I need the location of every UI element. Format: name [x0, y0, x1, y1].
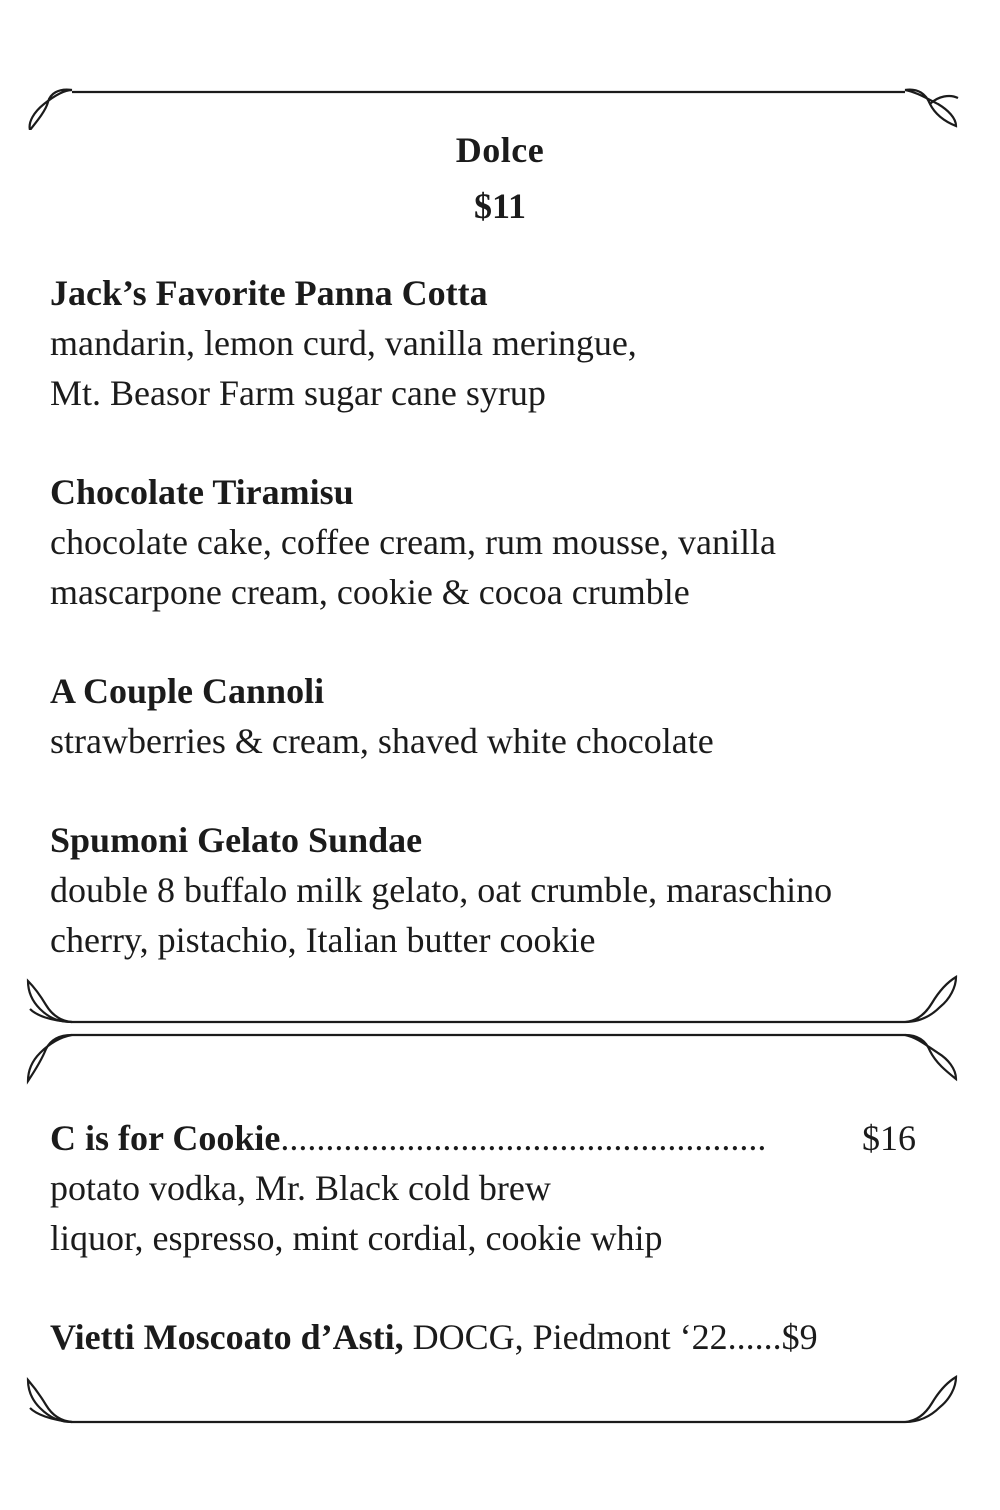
menu-item-description: strawberries & cream, shaved white chocolate — [50, 721, 714, 761]
menu-item-description: mascarpone cream, cookie & cocoa crumble — [50, 572, 690, 612]
section-title: Dolce — [455, 130, 545, 170]
cocktail-name: C is for Cookie — [50, 1118, 281, 1158]
wine-item — [50, 1312, 818, 1362]
cocktail-item — [50, 1113, 950, 1263]
cocktail-description: liquor, espresso, mint cordial, cookie whip — [50, 1218, 663, 1258]
wine-price: $9 — [781, 1317, 818, 1357]
menu-item-name: Chocolate Tiramisu — [50, 472, 354, 512]
menu-item-description: cherry, pistachio, Italian butter cookie — [50, 920, 596, 960]
menu-item-description: chocolate cake, coffee cream, rum mousse, vanilla — [50, 522, 776, 562]
menu-item-description: mandarin, lemon curd, vanilla meringue, — [50, 323, 637, 363]
wine-detail: DOCG, Piedmont ‘22 — [403, 1317, 728, 1357]
menu-item — [50, 815, 950, 965]
top-ornamental-rule — [0, 70, 1000, 130]
section-price: $11 — [473, 186, 526, 226]
menu-item-name: Spumoni Gelato Sundae — [50, 820, 423, 860]
section-header — [0, 128, 1000, 228]
menu-item-name: Jack’s Favorite Panna Cotta — [50, 273, 488, 313]
menu-item — [50, 268, 950, 418]
cocktail-description: potato vodka, Mr. Black cold brew — [50, 1168, 551, 1208]
bottom-ornamental-rule — [0, 1372, 1000, 1432]
cocktail-title-line — [50, 1113, 916, 1163]
cocktail-price: $16 — [862, 1118, 916, 1158]
middle-ornamental-divider — [0, 975, 1000, 1085]
menu-item-description: Mt. Beasor Farm sugar cane syrup — [50, 373, 546, 413]
menu-item-name: A Couple Cannoli — [50, 671, 325, 711]
wine-name: Vietti Moscoato d’Asti, — [50, 1317, 404, 1357]
menu-item-description: double 8 buffalo milk gelato, oat crumble, maraschino — [50, 870, 833, 910]
menu-item — [50, 666, 950, 766]
dot-leader: ...................................................... — [280, 1118, 767, 1158]
menu-item — [50, 467, 950, 617]
dot-leader: ...... — [727, 1317, 782, 1357]
